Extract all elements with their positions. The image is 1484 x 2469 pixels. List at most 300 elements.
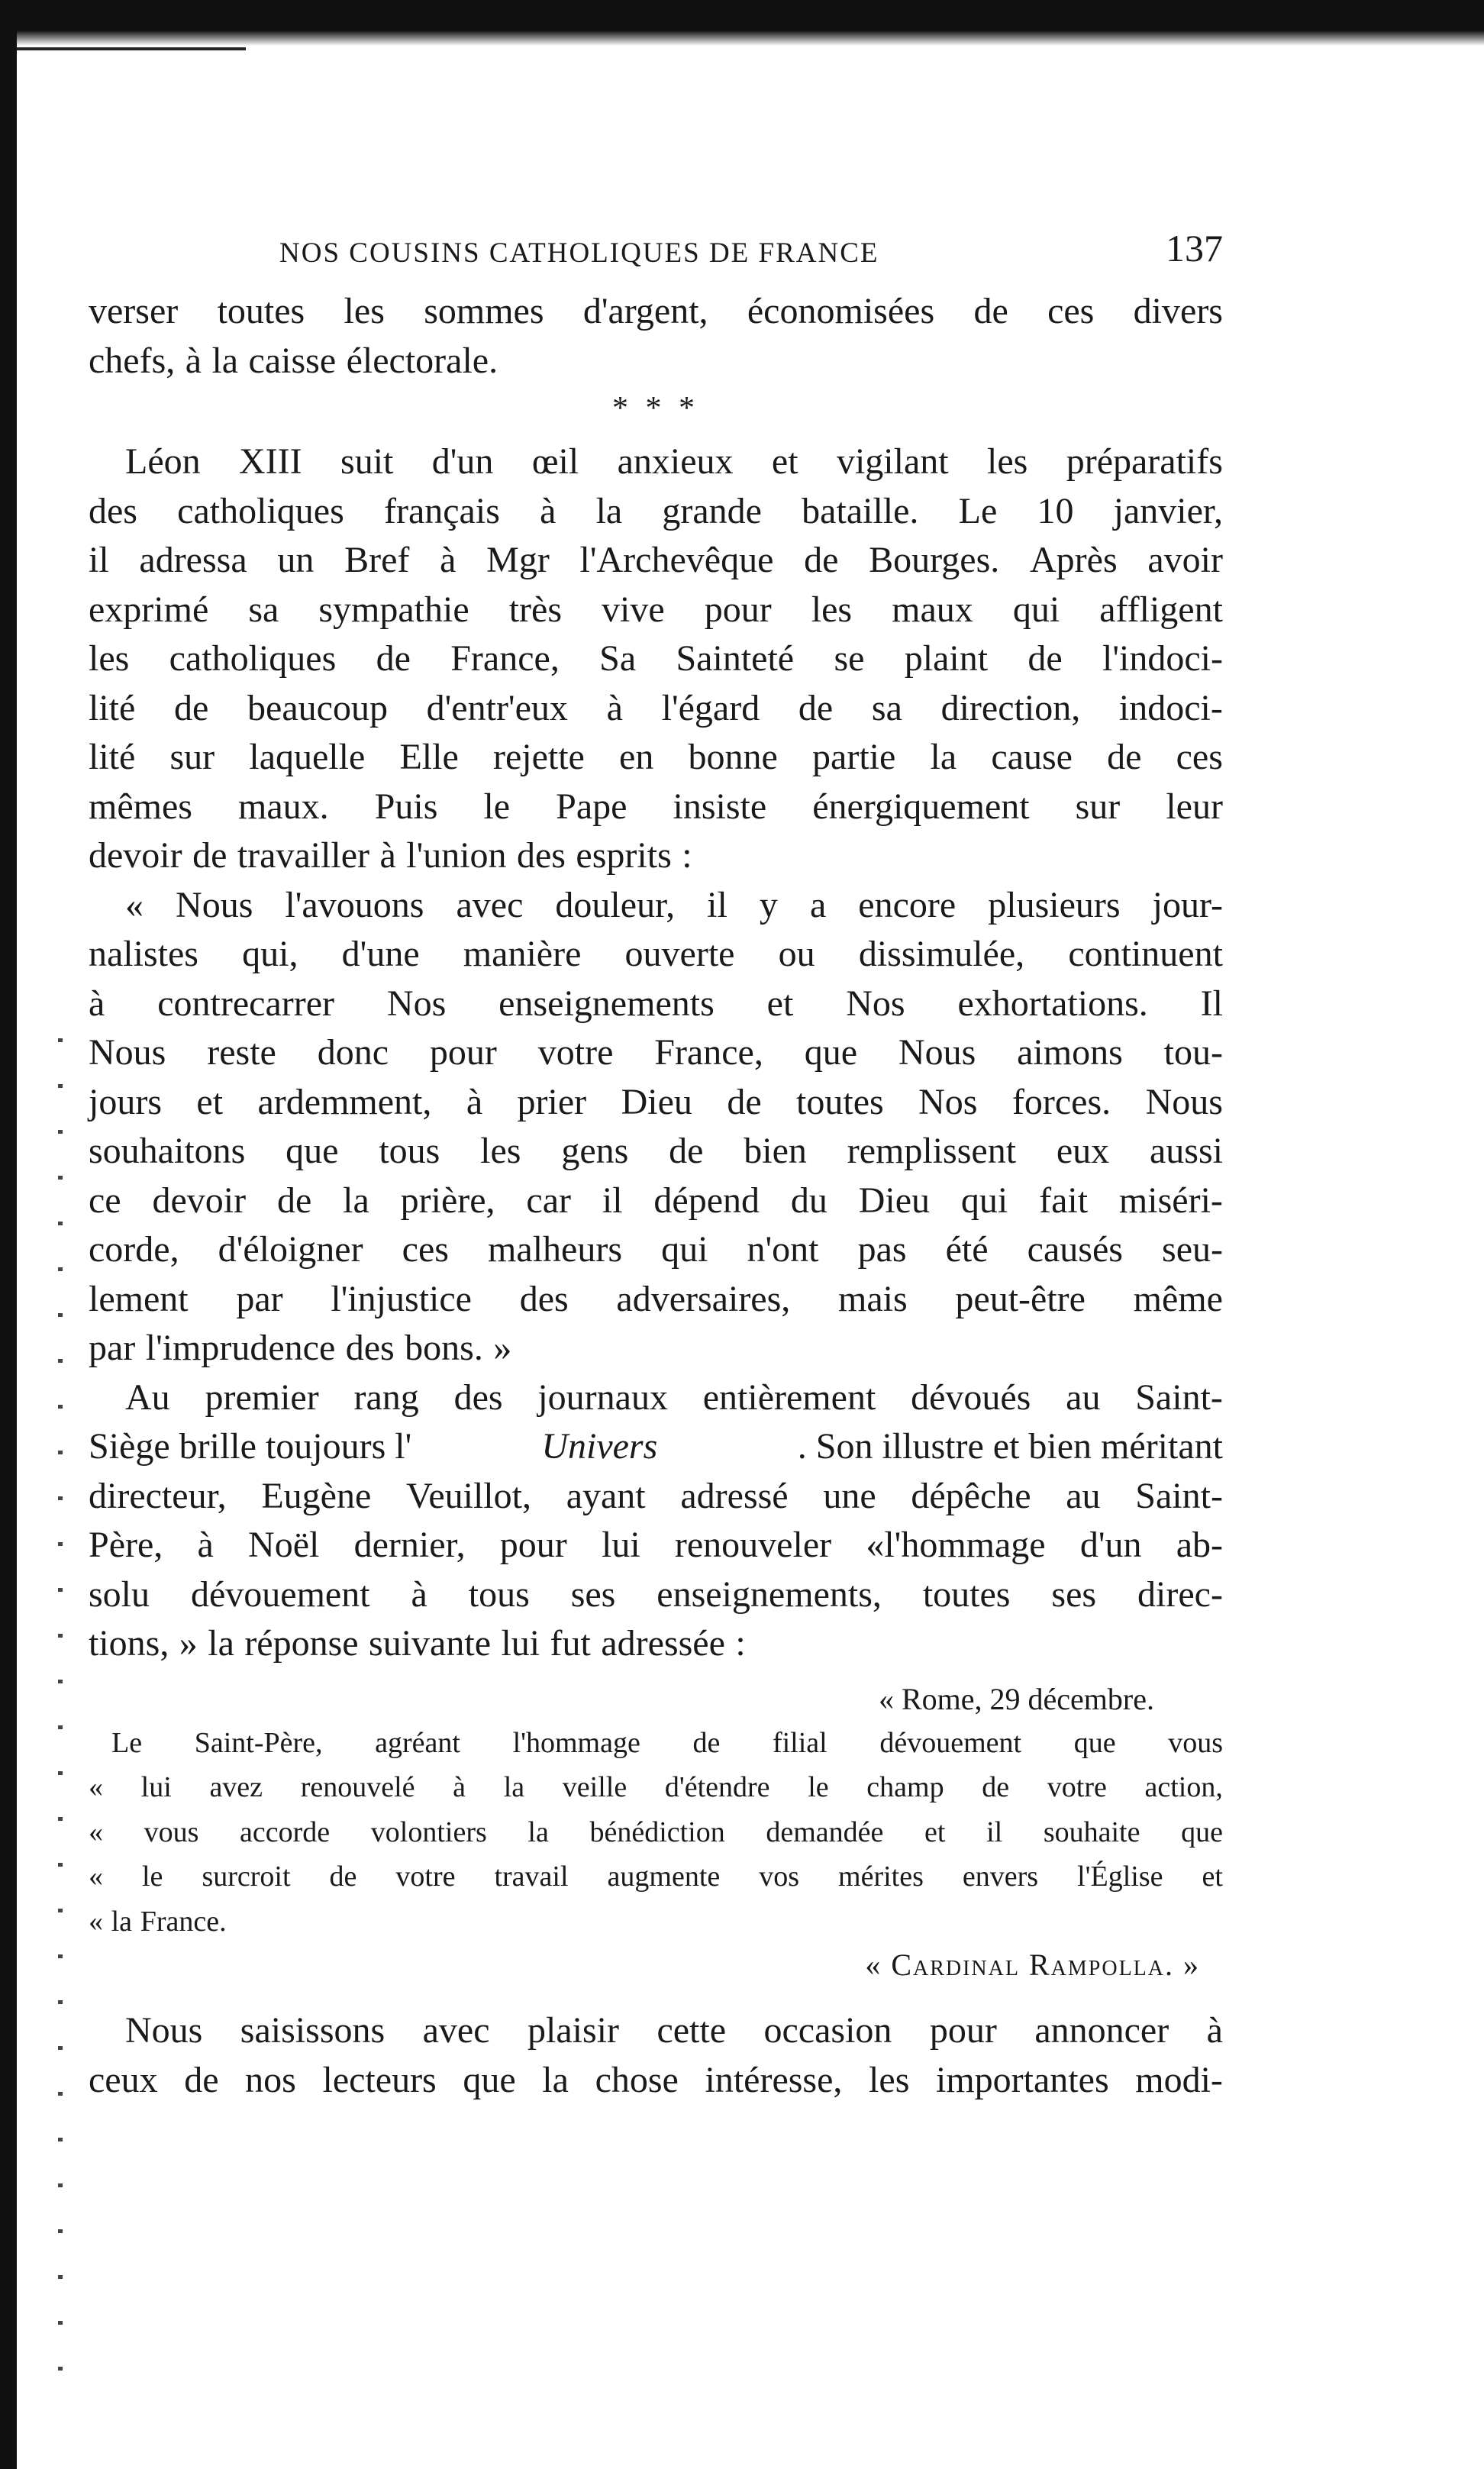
- word: il: [89, 540, 109, 580]
- word: rejette: [492, 737, 585, 777]
- word: verser: [89, 291, 179, 331]
- paragraph-4: [89, 2006, 1223, 2105]
- word: laquelle: [249, 737, 366, 777]
- word: avec: [456, 884, 524, 925]
- word: de: [329, 1861, 357, 1893]
- word: bénédiction: [589, 1815, 725, 1848]
- text-line: [89, 930, 1223, 980]
- word: des: [345, 1328, 395, 1368]
- word: ouverte: [624, 934, 735, 974]
- text-line: [89, 437, 1223, 487]
- word: les: [89, 638, 130, 679]
- word: au: [1066, 1377, 1101, 1418]
- papal-quote: [89, 881, 1223, 1373]
- word: Dieu: [858, 1180, 931, 1221]
- word: Saint-Père,: [194, 1726, 323, 1759]
- word: les: [811, 589, 853, 630]
- word: mais: [838, 1278, 908, 1319]
- word: Dieu: [621, 1081, 692, 1122]
- word: veille: [562, 1771, 627, 1803]
- word: Saint-: [1135, 1377, 1223, 1418]
- word: sur: [1075, 786, 1121, 827]
- text-line: [89, 980, 1223, 1029]
- word: les: [344, 291, 385, 331]
- word: 10: [1037, 490, 1074, 531]
- word: économisées: [747, 291, 935, 331]
- word: des: [89, 490, 137, 531]
- word: réponse: [244, 1623, 359, 1664]
- word: Elle: [399, 737, 459, 777]
- word: «: [89, 1771, 103, 1803]
- word: directeur,: [89, 1475, 227, 1516]
- word: Bourges.: [869, 540, 1000, 580]
- word: d'entr'eux: [426, 687, 568, 728]
- word: tous: [379, 1131, 440, 1171]
- word: la: [527, 1815, 549, 1848]
- word: dépêche: [911, 1475, 1031, 1516]
- text-line: [89, 1721, 1223, 1766]
- word: d'éloigner: [218, 1229, 363, 1270]
- word: rang: [353, 1377, 419, 1418]
- word: Nous: [176, 884, 253, 925]
- word: plaint: [904, 638, 989, 679]
- word: bons.: [405, 1328, 483, 1368]
- word: Bref: [344, 540, 410, 580]
- telegram-reply: [89, 1678, 1223, 1987]
- word: lité: [89, 687, 136, 728]
- text-line: [89, 1472, 1223, 1522]
- word: partie: [812, 737, 896, 777]
- word: l'avouons: [285, 884, 424, 925]
- word: «: [89, 1861, 103, 1893]
- word: bien: [744, 1131, 807, 1171]
- word: Le: [111, 1726, 143, 1759]
- word: à: [440, 540, 456, 580]
- word: même: [1133, 1278, 1223, 1319]
- word: et: [771, 441, 798, 482]
- word: d'un: [431, 441, 494, 482]
- word: l'Église: [1077, 1861, 1163, 1893]
- word: ce: [89, 1180, 121, 1221]
- word: à: [540, 490, 556, 531]
- word: plaisir: [527, 2010, 619, 2051]
- paragraph-3: [89, 1373, 1223, 1669]
- word: jour-: [1152, 884, 1223, 925]
- text-line: [89, 831, 1223, 881]
- word: contrecarrer: [157, 983, 335, 1024]
- word: enseignements: [498, 983, 715, 1024]
- word: sympathie: [318, 589, 469, 630]
- text-line: [89, 1854, 1223, 1899]
- text-line: [89, 1765, 1223, 1810]
- word: manière: [463, 934, 582, 974]
- word: ardemment,: [257, 1081, 432, 1122]
- word: l'imprudence: [145, 1328, 336, 1368]
- text-line: [89, 1078, 1223, 1128]
- word: à: [453, 1771, 466, 1803]
- word: ou: [778, 934, 815, 974]
- word: anxieux: [617, 441, 734, 482]
- word: l'hommage: [512, 1726, 640, 1759]
- word: journaux: [537, 1377, 668, 1418]
- word: devoir: [152, 1180, 247, 1221]
- word: à: [606, 687, 623, 728]
- book-page: [89, 226, 1223, 2105]
- word: électorale.: [346, 340, 498, 381]
- word: suit: [340, 441, 394, 482]
- word: œil: [531, 441, 579, 482]
- word: l'égard: [661, 687, 760, 728]
- word: Le: [958, 490, 998, 531]
- word: malheurs: [488, 1229, 622, 1270]
- word: tions,: [89, 1623, 169, 1664]
- word: il: [602, 1180, 623, 1221]
- word: qui: [960, 1180, 1008, 1221]
- word: :: [735, 1623, 746, 1664]
- text-line: [89, 783, 1223, 832]
- word: Père,: [89, 1525, 163, 1565]
- word: plusieurs: [988, 884, 1121, 925]
- word: chose: [595, 2059, 679, 2100]
- word: gens: [561, 1131, 629, 1171]
- word: d'étendre: [664, 1771, 770, 1803]
- word: agréant: [375, 1726, 460, 1759]
- word: à: [185, 340, 202, 381]
- word: du: [790, 1180, 827, 1221]
- word: dissimulée,: [858, 934, 1025, 974]
- word: Noël: [248, 1525, 320, 1565]
- word: indoci-: [1118, 687, 1223, 728]
- word: fut: [550, 1623, 591, 1664]
- word: lui: [140, 1771, 172, 1803]
- word: devoir: [89, 835, 182, 876]
- word: toutes: [922, 1573, 1011, 1615]
- word: se: [834, 638, 865, 679]
- word: nalistes: [89, 934, 198, 974]
- word: adressa: [139, 540, 247, 580]
- word: dévouement: [879, 1726, 1022, 1759]
- word: les: [986, 441, 1028, 482]
- word: Nous: [1145, 1081, 1223, 1122]
- text-line: [89, 1176, 1223, 1226]
- word: peut-être: [955, 1278, 1086, 1319]
- word: catholiques: [169, 638, 337, 679]
- word: ces: [1047, 291, 1095, 331]
- word: de: [1107, 737, 1142, 777]
- word: votre: [395, 1861, 456, 1893]
- word: bonne: [688, 737, 778, 777]
- word: grande: [662, 490, 762, 531]
- word: travailler: [237, 835, 370, 876]
- word: divers: [1133, 291, 1223, 331]
- word: la: [930, 737, 957, 777]
- word: Après: [1029, 540, 1118, 580]
- word: à: [466, 1081, 483, 1122]
- word: «: [89, 1905, 103, 1938]
- text-line: [89, 1275, 1223, 1325]
- word: à: [197, 1525, 214, 1565]
- word: aimons: [1017, 1032, 1123, 1073]
- word: qui: [1012, 589, 1060, 630]
- word: adressé: [680, 1475, 789, 1516]
- word: ab-: [1176, 1525, 1223, 1565]
- word: saisissons: [240, 2010, 386, 2051]
- word: Nos: [918, 1081, 978, 1122]
- word: premier: [205, 1377, 319, 1418]
- word: à: [379, 835, 396, 876]
- word: pour: [704, 589, 772, 630]
- newspaper-title: Univers: [541, 1426, 658, 1467]
- word: Eugène: [261, 1475, 372, 1516]
- word: Nos: [386, 983, 447, 1024]
- word: d'une: [341, 934, 420, 974]
- word: par: [89, 1328, 136, 1368]
- word: solu: [89, 1573, 150, 1615]
- word: la: [343, 1180, 369, 1221]
- word: très: [508, 589, 562, 630]
- word: lecteurs: [322, 2059, 437, 2100]
- word: sur: [169, 737, 215, 777]
- text-line: [89, 634, 1223, 684]
- word: intéresse,: [705, 2059, 843, 2100]
- word: vive: [602, 589, 665, 630]
- word: l'Archevêque: [579, 540, 774, 580]
- text-line: [89, 881, 1223, 931]
- word: qui: [661, 1229, 708, 1270]
- word: »: [179, 1623, 198, 1664]
- word: travail: [494, 1861, 569, 1893]
- word: mêmes: [89, 786, 192, 827]
- word: de: [669, 1131, 704, 1171]
- word: modi-: [1135, 2059, 1223, 2100]
- word: lement: [89, 1278, 189, 1319]
- word: par: [236, 1278, 283, 1319]
- word: janvier,: [1113, 490, 1223, 531]
- word: dépend: [653, 1180, 760, 1221]
- text-line: [89, 1810, 1223, 1855]
- word: caisse: [248, 340, 337, 381]
- word: de: [376, 638, 411, 679]
- word: leur: [1166, 786, 1223, 827]
- word: de: [973, 291, 1008, 331]
- word: Puis: [374, 786, 438, 827]
- word: de: [798, 687, 834, 728]
- word: la: [503, 1771, 525, 1803]
- word: «l'hommage: [866, 1525, 1046, 1565]
- word: seu-: [1162, 1229, 1223, 1270]
- word: bataille.: [802, 490, 919, 531]
- word: pour: [429, 1032, 497, 1073]
- paragraph-1: [89, 287, 1223, 386]
- word: de: [174, 687, 209, 728]
- word: lité: [89, 737, 136, 777]
- word: Il: [1200, 983, 1223, 1024]
- word: aussi: [1150, 1131, 1223, 1171]
- word: occasion: [763, 2010, 892, 2051]
- word: que: [286, 1131, 339, 1171]
- word: vous: [144, 1815, 199, 1848]
- word: au: [1066, 1475, 1101, 1516]
- word: toutes: [796, 1081, 884, 1122]
- word: sa: [248, 589, 279, 630]
- word: à: [89, 983, 105, 1024]
- paragraph-2: [89, 437, 1223, 881]
- running-head: NOS COUSINS CATHOLIQUES DE FRANCE: [279, 237, 879, 269]
- word: y: [759, 884, 778, 925]
- word: la: [208, 1623, 234, 1664]
- word: adressée: [601, 1623, 725, 1664]
- word: nos: [245, 2059, 296, 2100]
- word: jours: [89, 1081, 162, 1122]
- word: ayant: [566, 1475, 646, 1516]
- word: avoir: [1147, 540, 1223, 580]
- word: envers: [962, 1861, 1039, 1893]
- word: suivante: [369, 1623, 491, 1664]
- word: dernier,: [353, 1525, 466, 1565]
- word: il: [986, 1815, 1003, 1848]
- word: ces: [402, 1229, 449, 1270]
- word: ses: [570, 1573, 616, 1615]
- word: insiste: [673, 786, 767, 827]
- word: un: [277, 540, 315, 580]
- word: :: [682, 835, 692, 876]
- word: renouveler: [674, 1525, 832, 1565]
- word: que: [463, 2059, 516, 2100]
- word: encore: [858, 884, 957, 925]
- word: l'injustice: [331, 1278, 472, 1319]
- word: Veuillot,: [405, 1475, 531, 1516]
- word: affligent: [1099, 589, 1223, 630]
- page-number: 137: [1166, 227, 1223, 269]
- text-line: [89, 1373, 1223, 1423]
- page-header: [89, 226, 1223, 287]
- word: à: [411, 1573, 427, 1615]
- word: champ: [866, 1771, 944, 1803]
- scan-edge-top: [0, 0, 1484, 46]
- word: Sainteté: [676, 638, 795, 679]
- word: d'un: [1079, 1525, 1142, 1565]
- word: pas: [857, 1229, 907, 1270]
- scan-edge-left: [0, 0, 17, 2469]
- word: catholiques: [177, 490, 344, 531]
- word: de: [192, 835, 227, 876]
- text-line: [89, 1899, 1223, 1945]
- word: reste: [207, 1032, 276, 1073]
- word: sommes: [424, 291, 544, 331]
- word: fait: [1039, 1180, 1089, 1221]
- section-separator: * * *: [612, 391, 699, 426]
- word: Au: [125, 1377, 170, 1418]
- word: de: [804, 540, 839, 580]
- word: prière,: [400, 1180, 495, 1221]
- word: votre: [1047, 1771, 1107, 1803]
- word: surcroit: [202, 1861, 291, 1893]
- telegram-signature: « Cardinal Rampolla. »: [865, 1948, 1200, 1982]
- text-line: [89, 1619, 1223, 1669]
- word: exprimé: [89, 589, 209, 630]
- text-line: [89, 1225, 1223, 1275]
- word: et: [766, 983, 794, 1024]
- word: que: [1073, 1726, 1116, 1759]
- word: lui: [602, 1525, 640, 1565]
- word: votre: [537, 1032, 614, 1073]
- word: »: [493, 1328, 512, 1368]
- word: demandée: [766, 1815, 884, 1848]
- word: accorde: [240, 1815, 331, 1848]
- word: adversaires,: [616, 1278, 791, 1319]
- text-line: [89, 1570, 1223, 1620]
- word: filial: [772, 1726, 827, 1759]
- word: souhaitons: [89, 1131, 246, 1171]
- word: Nous: [125, 2010, 203, 2051]
- word: Saint-: [1135, 1475, 1223, 1516]
- word: les: [869, 2059, 910, 2100]
- word: volontiers: [370, 1815, 487, 1848]
- word: la: [595, 490, 623, 531]
- word: d'argent,: [582, 291, 708, 331]
- word: la: [211, 340, 239, 381]
- word: pour: [499, 1525, 567, 1565]
- word: donc: [317, 1032, 389, 1073]
- word: «: [89, 1815, 103, 1848]
- text-line: [89, 2006, 1223, 2056]
- word: Pape: [556, 786, 627, 827]
- word: mérites: [838, 1861, 924, 1893]
- word: cause: [991, 737, 1073, 777]
- word: ces: [1176, 737, 1223, 777]
- scan-rule: [17, 47, 246, 50]
- word: beaucoup: [247, 687, 388, 728]
- word: esprits: [576, 835, 672, 876]
- text-line: [89, 1521, 1223, 1570]
- text-line: [89, 684, 1223, 734]
- word: en: [619, 737, 654, 777]
- word: et: [196, 1081, 224, 1122]
- word: n'ont: [747, 1229, 819, 1270]
- word: de: [692, 1726, 721, 1759]
- word: douleur,: [555, 884, 676, 925]
- word: avez: [209, 1771, 263, 1803]
- text-line: [89, 2056, 1223, 2106]
- text-line: [89, 1028, 1223, 1078]
- word: de: [184, 2059, 219, 2100]
- word: la: [111, 1905, 133, 1938]
- word: l'indoci-: [1102, 638, 1223, 679]
- word: vos: [759, 1861, 800, 1893]
- word: tous: [468, 1573, 530, 1615]
- word: eux: [1056, 1131, 1110, 1171]
- text-line-univers: [89, 1422, 1223, 1472]
- word: et: [1202, 1861, 1223, 1893]
- word: cette: [657, 2010, 727, 2051]
- word: action,: [1144, 1771, 1223, 1803]
- word: pour: [929, 2010, 997, 2051]
- word: corde,: [89, 1229, 179, 1270]
- word: des: [517, 835, 566, 876]
- word: car: [526, 1180, 571, 1221]
- telegram-dateline: « Rome, 29 décembre.: [879, 1681, 1154, 1716]
- word: sa: [871, 687, 902, 728]
- word: remplissent: [847, 1131, 1017, 1171]
- word: a: [809, 884, 827, 925]
- word: importantes: [936, 2059, 1109, 2100]
- word: maux: [892, 589, 973, 630]
- word: «: [125, 884, 144, 925]
- text-line: [89, 337, 1223, 386]
- text-line: [89, 733, 1223, 783]
- word: avec: [422, 2010, 490, 2051]
- word: une: [823, 1475, 876, 1516]
